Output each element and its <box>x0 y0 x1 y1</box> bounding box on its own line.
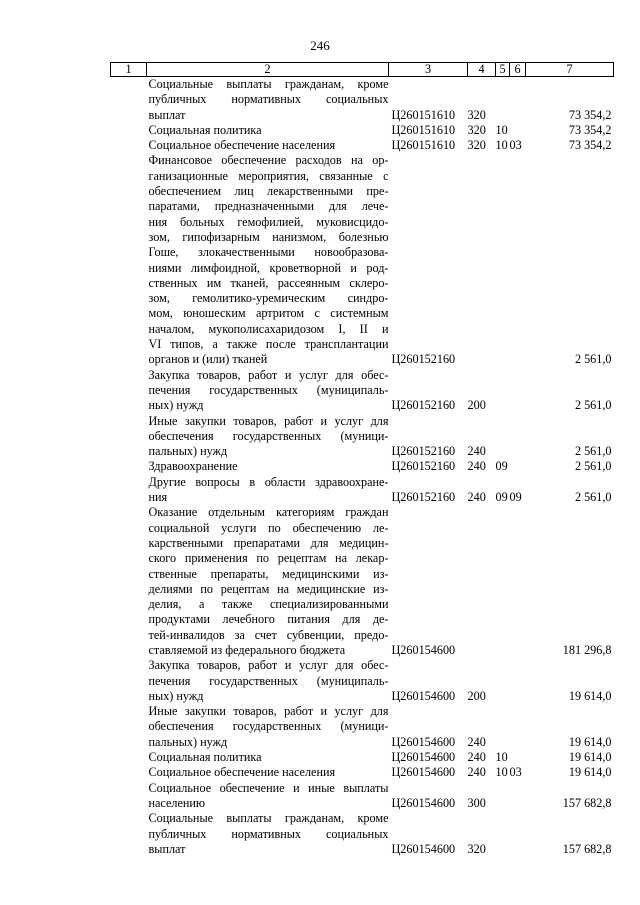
row-name-line: тей-инвалидов за счет субвенции, предо- <box>148 627 389 642</box>
row-name <box>147 765 389 780</box>
row-name-line: ных) нужд <box>148 688 204 703</box>
row-name-line: ниями лимфоидной, кроветворной и род- <box>148 260 389 275</box>
header-col-1: 1 <box>111 63 147 77</box>
row-col-1 <box>111 414 147 460</box>
header-col-4: 4 <box>468 63 496 77</box>
row-name-line: социальной услуги по обеспечению ле- <box>148 520 389 535</box>
row-name-line: населению <box>148 795 206 810</box>
row-code: Ц260154600 <box>391 841 456 856</box>
row-subsection <box>510 368 526 414</box>
row-name <box>147 414 389 460</box>
row-expense-type: 200 <box>467 398 486 413</box>
row-section <box>496 781 510 812</box>
row-col-1 <box>111 765 147 780</box>
table-row <box>111 475 614 506</box>
row-name-line: публичных нормативных социальных <box>148 826 389 841</box>
row-col-1 <box>111 704 147 750</box>
row-subsection <box>510 414 526 460</box>
row-code: Ц260152160 <box>391 352 456 367</box>
row-name-line: делиями по рецептам на медицинские из- <box>148 581 389 596</box>
row-subsection <box>510 781 526 812</box>
row-code: Ц260154600 <box>391 688 456 703</box>
row-name-line: обеспечением лиц лекарственными пре- <box>148 184 389 199</box>
row-subsection <box>510 704 526 750</box>
table-body <box>111 77 614 858</box>
row-name <box>147 77 389 123</box>
row-amount: 19 614,0 <box>568 734 612 749</box>
row-name <box>147 704 389 750</box>
row-col-1 <box>111 153 147 367</box>
row-section: 10 <box>495 750 508 765</box>
row-code: Ц260154600 <box>391 642 456 657</box>
header-col-3: 3 <box>389 63 468 77</box>
row-name-line: Финансовое обеспечение расходов на ор- <box>148 153 389 168</box>
row-expense-type: 240 <box>467 765 486 780</box>
row-name-line: паратами, предназначенными для лече- <box>148 199 389 214</box>
row-code: Ц260152160 <box>391 490 456 505</box>
table-row <box>111 368 614 414</box>
row-col-1 <box>111 781 147 812</box>
row-subsection <box>510 123 526 138</box>
row-amount: 2 561,0 <box>574 444 612 459</box>
header-col-5: 5 <box>496 63 510 77</box>
row-code: Ц260154600 <box>391 734 456 749</box>
row-amount: 157 682,8 <box>562 795 612 810</box>
row-section <box>496 811 510 857</box>
budget-table <box>110 62 614 857</box>
row-expense-type: 320 <box>467 107 486 122</box>
row-name-line: Социальное обеспечение населения <box>148 138 336 153</box>
row-name-line: публичных нормативных социальных <box>148 92 389 107</box>
row-col-1 <box>111 658 147 704</box>
table-header <box>111 63 614 77</box>
row-code: Ц260151610 <box>391 107 456 122</box>
row-subsection: 09 <box>509 490 522 505</box>
row-code: Ц260154600 <box>391 765 456 780</box>
table-row <box>111 414 614 460</box>
row-name-line: ния больных гемофилией, муковисцидо- <box>148 214 389 229</box>
row-name-line: Социальные выплаты гражданам, кроме <box>148 77 389 91</box>
row-name-line: Социальное обеспечение и иные выплаты <box>148 780 389 795</box>
row-name <box>147 658 389 704</box>
row-expense-type: 240 <box>467 444 486 459</box>
header-col-7: 7 <box>526 63 614 77</box>
row-name-line: Иные закупки товаров, работ и услуг для <box>148 413 389 428</box>
table-row <box>111 138 614 153</box>
row-name <box>147 123 389 138</box>
row-section <box>496 505 510 658</box>
row-name-line: ганизационные мероприятия, связанные с <box>148 168 389 183</box>
row-amount: 73 354,2 <box>568 107 612 122</box>
row-name-line: Оказание отдельным категориям граждан <box>148 505 389 520</box>
row-col-1 <box>111 77 147 123</box>
table-row <box>111 765 614 780</box>
row-col-1 <box>111 368 147 414</box>
row-subsection <box>510 505 526 658</box>
row-name-line: органов и (или) тканей <box>148 352 268 367</box>
row-code: Ц260152160 <box>391 398 456 413</box>
row-name-line: Социальное обеспечение населения <box>148 765 336 780</box>
row-section: 09 <box>495 490 508 505</box>
row-name-line: печения государственных (муниципаль- <box>148 673 389 688</box>
table-row <box>111 811 614 857</box>
row-name-line: ственные препараты, медицинскими из- <box>148 566 389 581</box>
table-row <box>111 459 614 474</box>
row-expense-type: 300 <box>467 795 486 810</box>
row-code: Ц260154600 <box>391 795 456 810</box>
row-expense-type <box>468 505 496 658</box>
row-code: Ц260152160 <box>391 444 456 459</box>
row-name-line: Социальная политика <box>148 750 262 765</box>
row-col-1 <box>111 750 147 765</box>
row-expense-type: 320 <box>467 138 486 153</box>
table-row <box>111 77 614 123</box>
row-section <box>496 368 510 414</box>
row-name-line: обеспечения государственных (муници- <box>148 428 389 443</box>
row-name-line: пальных) нужд <box>148 444 228 459</box>
row-section <box>496 704 510 750</box>
row-name <box>147 368 389 414</box>
page-number: 246 <box>310 38 330 53</box>
row-name-line: Социальная политика <box>148 122 262 137</box>
row-code: Ц260151610 <box>391 122 456 137</box>
table-row <box>111 505 614 658</box>
table-row <box>111 704 614 750</box>
row-code: Ц260151610 <box>391 138 456 153</box>
row-amount: 2 561,0 <box>574 459 612 474</box>
header-col-6: 6 <box>510 63 526 77</box>
row-amount: 2 561,0 <box>574 490 612 505</box>
row-amount: 181 296,8 <box>562 642 612 657</box>
row-amount: 73 354,2 <box>568 138 612 153</box>
row-amount: 2 561,0 <box>574 398 612 413</box>
row-name-line: ского применения по рецептам на лекар- <box>148 551 389 566</box>
row-name-line: мом, юношеским артритом с системным <box>148 306 389 321</box>
row-name <box>147 459 389 474</box>
row-expense-type: 240 <box>467 459 486 474</box>
row-name-line: Закупка товаров, работ и услуг для обес- <box>148 658 389 673</box>
row-subsection <box>510 750 526 765</box>
table-row <box>111 750 614 765</box>
row-name-line: Другие вопросы в области здравоохране- <box>148 474 389 489</box>
table-row <box>111 153 614 367</box>
row-name <box>147 153 389 367</box>
row-name-line: ставляемой из федерального бюджета <box>148 642 346 657</box>
row-amount: 19 614,0 <box>568 688 612 703</box>
row-section: 09 <box>495 459 508 474</box>
table-row <box>111 781 614 812</box>
row-section <box>496 77 510 123</box>
row-subsection: 03 <box>509 765 522 780</box>
row-section: 10 <box>495 765 508 780</box>
row-amount: 157 682,8 <box>562 841 612 856</box>
row-expense-type <box>468 153 496 367</box>
row-name-line: продуктами лечебного питания для де- <box>148 612 389 627</box>
row-name-line: ния <box>148 490 168 505</box>
row-section: 10 <box>495 138 508 153</box>
row-section <box>496 658 510 704</box>
row-name-line: Здравоохранение <box>148 459 238 474</box>
row-col-1 <box>111 459 147 474</box>
row-expense-type: 320 <box>467 122 486 137</box>
row-name-line: делия, а также специализированными <box>148 597 389 612</box>
row-name-line: VI типов, а также после трансплантации <box>148 337 389 352</box>
row-amount: 19 614,0 <box>568 750 612 765</box>
row-expense-type: 240 <box>467 750 486 765</box>
row-name-line: выплат <box>148 107 186 122</box>
row-name-line: Иные закупки товаров, работ и услуг для <box>148 704 389 719</box>
row-subsection <box>510 459 526 474</box>
row-col-1 <box>111 123 147 138</box>
table-row <box>111 123 614 138</box>
row-expense-type: 200 <box>467 688 486 703</box>
row-amount: 2 561,0 <box>574 352 612 367</box>
row-subsection <box>510 811 526 857</box>
row-section: 10 <box>495 122 508 137</box>
row-name <box>147 811 389 857</box>
row-section <box>496 153 510 367</box>
row-name <box>147 138 389 153</box>
row-amount: 19 614,0 <box>568 765 612 780</box>
row-name-line: зом, гипофизарным нанизмом, болезнью <box>148 229 389 244</box>
row-code: Ц260152160 <box>391 459 456 474</box>
row-col-1 <box>111 475 147 506</box>
row-subsection <box>510 658 526 704</box>
row-code: Ц260154600 <box>391 750 456 765</box>
row-name-line: ных) нужд <box>148 398 204 413</box>
row-expense-type: 320 <box>467 841 486 856</box>
row-name-line: пальных) нужд <box>148 734 228 749</box>
row-name-line: зом, гемолитико-уремическим синдро- <box>148 291 389 306</box>
row-col-1 <box>111 138 147 153</box>
row-col-1 <box>111 811 147 857</box>
row-name-line: Гоше, злокачественными новообразова- <box>148 245 389 260</box>
row-name-line: ственных им тканей, рассеянным склеро- <box>148 275 389 290</box>
row-name <box>147 505 389 658</box>
row-name <box>147 750 389 765</box>
row-expense-type: 240 <box>467 734 486 749</box>
row-name <box>147 475 389 506</box>
table-row <box>111 658 614 704</box>
row-name-line: Социальные выплаты гражданам, кроме <box>148 811 389 826</box>
row-name-line: выплат <box>148 841 186 856</box>
row-name-line: карственными препаратами для медицин- <box>148 535 389 550</box>
row-col-1 <box>111 505 147 658</box>
row-name <box>147 781 389 812</box>
header-col-2: 2 <box>147 63 389 77</box>
row-section <box>496 414 510 460</box>
row-expense-type: 240 <box>467 490 486 505</box>
row-name-line: началом, мукополисахаридозом I, II и <box>148 321 389 336</box>
row-subsection <box>510 77 526 123</box>
row-amount: 73 354,2 <box>568 122 612 137</box>
row-name-line: обеспечения государственных (муници- <box>148 719 389 734</box>
row-subsection: 03 <box>509 138 522 153</box>
row-name-line: Закупка товаров, работ и услуг для обес- <box>148 367 389 382</box>
row-subsection <box>510 153 526 367</box>
row-name-line: печения государственных (муниципаль- <box>148 382 389 397</box>
